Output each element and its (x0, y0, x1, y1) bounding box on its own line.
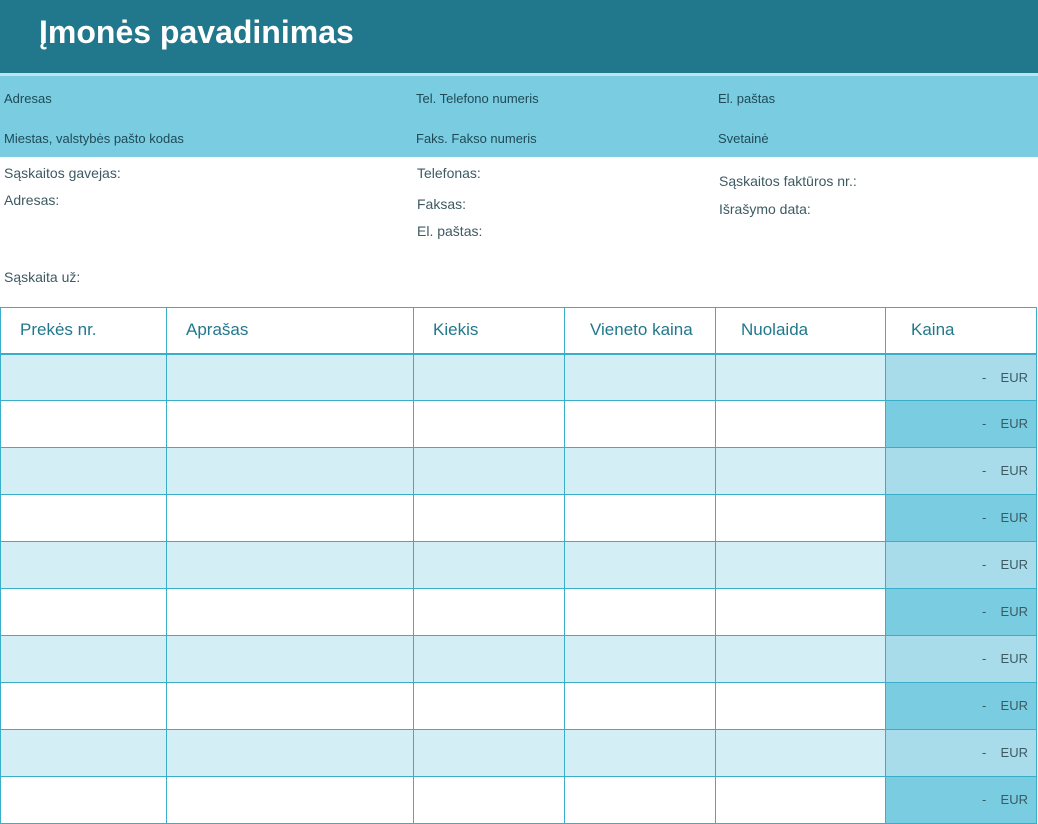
cell-item-no[interactable] (1, 589, 167, 636)
table-row (1, 683, 1037, 730)
cell-item-no[interactable] (1, 636, 167, 683)
company-phone[interactable]: Tel. Telefono numeris (416, 91, 539, 106)
recipient-phone-label[interactable]: Telefonas: (417, 165, 481, 181)
company-city[interactable]: Miestas, valstybės pašto kodas (4, 131, 184, 146)
bill-to-label[interactable]: Sąskaitos gavejas: (4, 165, 121, 181)
cell-price[interactable] (886, 448, 1037, 495)
invoice-for-label[interactable]: Sąskaita už: (4, 269, 81, 285)
price-currency: EUR (1000, 604, 1028, 619)
cell-item-no[interactable] (1, 777, 167, 824)
cell-unit-price[interactable] (565, 354, 716, 401)
cell-quantity[interactable] (414, 354, 565, 401)
cell-unit-price[interactable] (565, 401, 716, 448)
price-value: - (982, 510, 987, 525)
price-currency: EUR (1000, 510, 1028, 525)
cell-description[interactable] (167, 542, 414, 589)
cell-quantity[interactable] (414, 730, 565, 777)
price-value: - (982, 369, 987, 385)
price-currency: EUR (1000, 416, 1028, 431)
cell-item-no[interactable] (1, 683, 167, 730)
cell-unit-price[interactable] (565, 636, 716, 683)
cell-price[interactable] (886, 401, 1037, 448)
issue-date-label[interactable]: Išrašymo data: (719, 201, 811, 217)
col-header-discount[interactable]: Nuolaida (716, 308, 886, 354)
cell-unit-price[interactable] (565, 730, 716, 777)
cell-discount[interactable] (716, 636, 886, 683)
cell-unit-price[interactable] (565, 495, 716, 542)
col-header-unit-price[interactable]: Vieneto kaina (565, 308, 716, 354)
table-row (1, 354, 1037, 401)
cell-unit-price[interactable] (565, 542, 716, 589)
cell-discount[interactable] (716, 495, 886, 542)
table-header-row (1, 308, 1037, 354)
cell-description[interactable] (167, 354, 414, 401)
col-header-quantity[interactable]: Kiekis (414, 308, 565, 354)
cell-item-no[interactable] (1, 730, 167, 777)
cell-discount[interactable] (716, 354, 886, 401)
contact-band (0, 73, 1038, 157)
cell-discount[interactable] (716, 401, 886, 448)
company-website[interactable]: Svetainė (718, 131, 769, 146)
table-row (1, 401, 1037, 448)
table-row (1, 542, 1037, 589)
price-value: - (982, 463, 987, 478)
table-row (1, 636, 1037, 683)
cell-quantity[interactable] (414, 589, 565, 636)
cell-quantity[interactable] (414, 777, 565, 824)
cell-discount[interactable] (716, 777, 886, 824)
cell-discount[interactable] (716, 730, 886, 777)
price-currency: EUR (1000, 369, 1028, 385)
cell-discount[interactable] (716, 448, 886, 495)
title-bar (0, 0, 1038, 73)
cell-item-no[interactable] (1, 354, 167, 401)
cell-description[interactable] (167, 636, 414, 683)
cell-price[interactable] (886, 354, 1037, 401)
price-value: - (982, 792, 987, 807)
table-row (1, 448, 1037, 495)
table-row (1, 589, 1037, 636)
cell-price[interactable] (886, 589, 1037, 636)
cell-price[interactable] (886, 777, 1037, 824)
recipient-address-label[interactable]: Adresas: (4, 192, 60, 208)
cell-discount[interactable] (716, 683, 886, 730)
cell-item-no[interactable] (1, 495, 167, 542)
items-table (0, 307, 1037, 824)
cell-item-no[interactable] (1, 401, 167, 448)
price-currency: EUR (1000, 792, 1028, 807)
price-value: - (982, 604, 987, 619)
table-row (1, 495, 1037, 542)
col-header-price[interactable]: Kaina (886, 308, 1037, 354)
cell-price[interactable] (886, 636, 1037, 683)
price-currency: EUR (1000, 463, 1028, 478)
cell-description[interactable] (167, 495, 414, 542)
cell-quantity[interactable] (414, 448, 565, 495)
col-header-item-no[interactable]: Prekės nr. (1, 308, 167, 354)
col-header-description[interactable]: Aprašas (167, 308, 414, 354)
price-value: - (982, 651, 987, 666)
cell-discount[interactable] (716, 589, 886, 636)
cell-price[interactable] (886, 542, 1037, 589)
cell-quantity[interactable] (414, 683, 565, 730)
price-value: - (982, 557, 987, 572)
cell-description[interactable] (167, 448, 414, 495)
price-currency: EUR (1000, 557, 1028, 572)
cell-description[interactable] (167, 683, 414, 730)
table-row (1, 730, 1037, 777)
cell-quantity[interactable] (414, 636, 565, 683)
price-value: - (982, 698, 987, 713)
cell-item-no[interactable] (1, 448, 167, 495)
cell-unit-price[interactable] (565, 777, 716, 824)
company-name[interactable]: Įmonės pavadinimas (39, 14, 354, 50)
price-value: - (982, 416, 987, 431)
cell-description[interactable] (167, 401, 414, 448)
recipient-email-label[interactable]: El. paštas: (417, 223, 483, 239)
company-fax[interactable]: Faks. Fakso numeris (416, 131, 537, 146)
cell-item-no[interactable] (1, 542, 167, 589)
cell-description[interactable] (167, 589, 414, 636)
company-address[interactable]: Adresas (4, 91, 52, 106)
cell-price[interactable] (886, 730, 1037, 777)
cell-quantity[interactable] (414, 495, 565, 542)
cell-unit-price[interactable] (565, 683, 716, 730)
table-row (1, 777, 1037, 824)
cell-unit-price[interactable] (565, 448, 716, 495)
cell-price[interactable] (886, 683, 1037, 730)
recipient-fax-label[interactable]: Faksas: (417, 196, 467, 212)
price-currency: EUR (1000, 698, 1028, 713)
price-currency: EUR (1000, 745, 1028, 760)
cell-quantity[interactable] (414, 542, 565, 589)
cell-description[interactable] (167, 730, 414, 777)
price-value: - (982, 745, 987, 760)
cell-discount[interactable] (716, 542, 886, 589)
cell-description[interactable] (167, 777, 414, 824)
cell-price[interactable] (886, 495, 1037, 542)
price-currency: EUR (1000, 651, 1028, 666)
cell-quantity[interactable] (414, 401, 565, 448)
company-email[interactable]: El. paštas (718, 91, 776, 106)
cell-unit-price[interactable] (565, 589, 716, 636)
invoice-number-label[interactable]: Sąskaitos faktūros nr.: (719, 173, 857, 189)
